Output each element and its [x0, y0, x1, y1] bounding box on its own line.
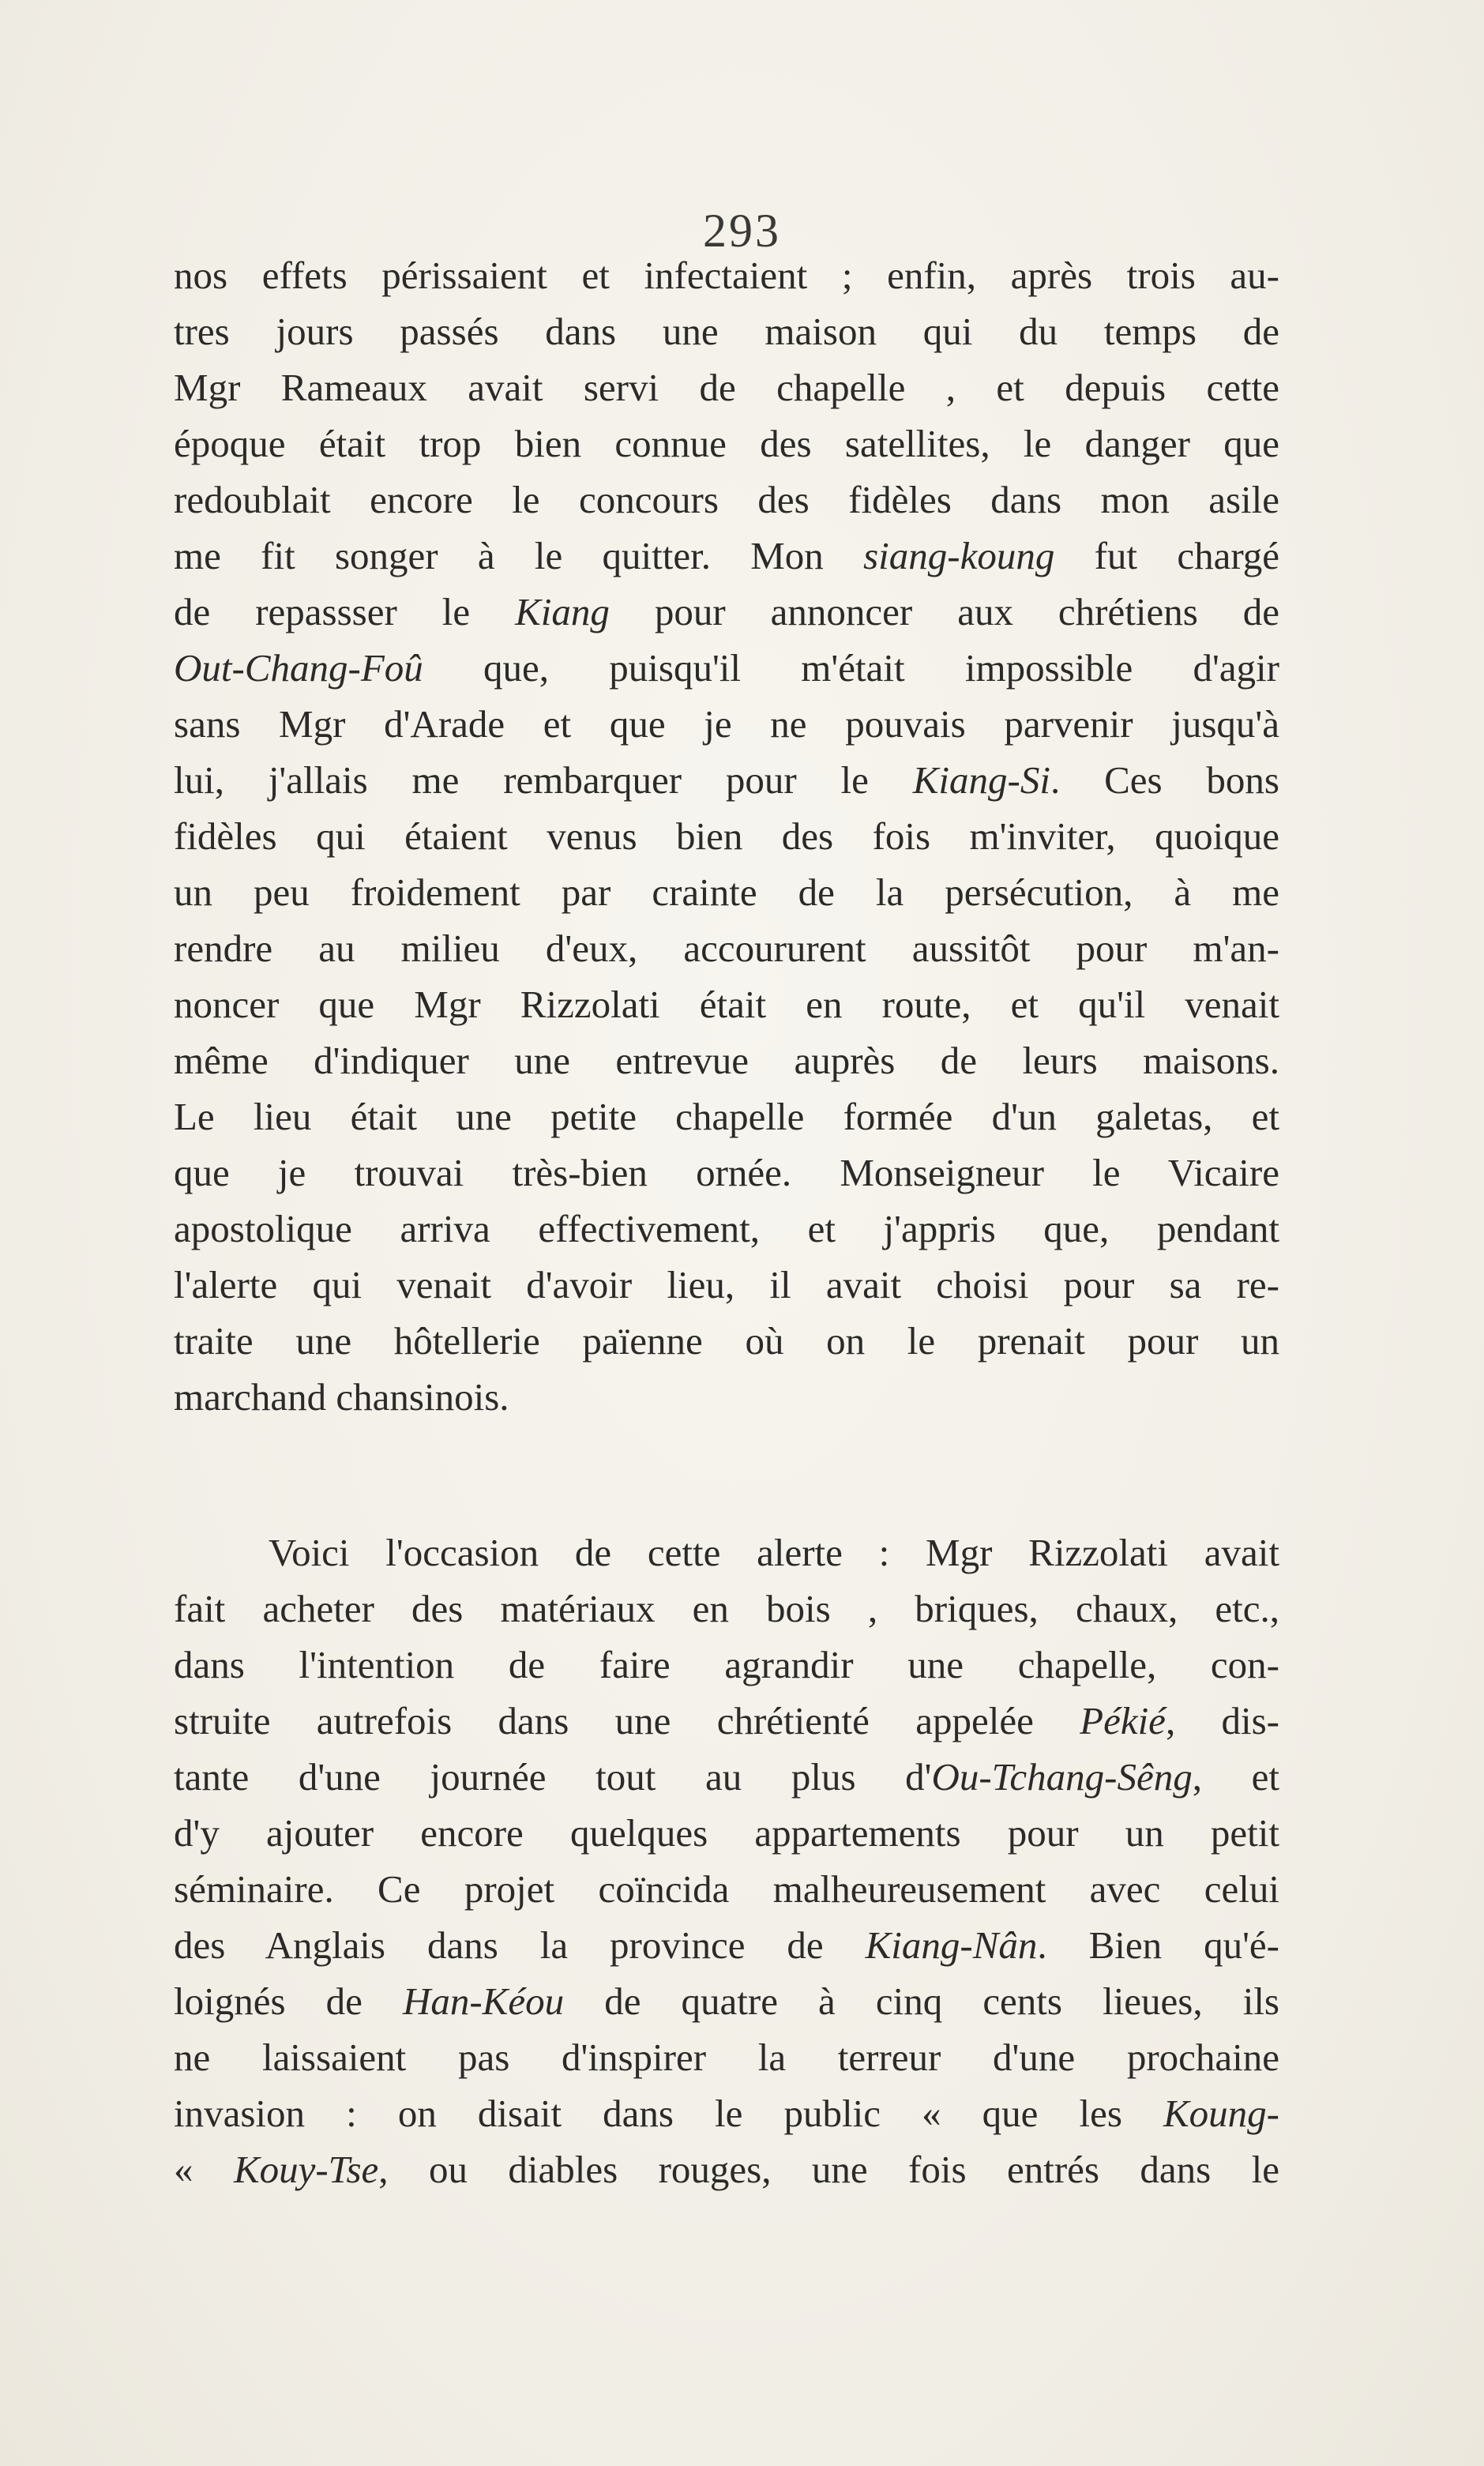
text-line: rendre au milieu d'eux, accoururent aussitôt pour m'an-: [174, 927, 1279, 970]
text-line: séminaire. Ce projet coïncida malheureusement avec celui: [174, 1867, 1279, 1911]
text-line: même d'indiquer une entrevue auprès de leurs maisons.: [174, 1039, 1279, 1082]
text-line: marchand chansinois.: [174, 1375, 509, 1419]
text-line: Le lieu était une petite chapelle formée d'un galetas, et: [174, 1095, 1279, 1138]
text-line: d'y ajouter encore quelques appartements pour un petit: [174, 1811, 1279, 1855]
text-line: lui, j'allais me rembarquer pour le Kiang-Si. Ces bons: [174, 758, 1279, 802]
text-line: l'alerte qui venait d'avoir lieu, il avait choisi pour sa re-: [174, 1263, 1279, 1306]
text-line: me fit songer à le quitter. Mon siang-koung fut chargé: [174, 534, 1279, 577]
text-line: fait acheter des matériaux en bois , briques, chaux, etc.,: [174, 1587, 1279, 1630]
text-line: des Anglais dans la province de Kiang-Nân. Bien qu'é-: [174, 1923, 1279, 1967]
text-line: invasion : on disait dans le public « que les Koung-: [174, 2092, 1279, 2135]
text-line: sans Mgr d'Arade et que je ne pouvais parvenir jusqu'à: [174, 702, 1279, 746]
text-line: traite une hôtellerie païenne où on le prenait pour un: [174, 1319, 1279, 1363]
text-line: époque était trop bien connue des satellites, le danger que: [174, 422, 1279, 465]
text-line: Mgr Rameaux avait servi de chapelle , et depuis cette: [174, 366, 1279, 409]
text-line: Out-Chang-Foû que, puisqu'il m'était impossible d'agir: [174, 646, 1279, 690]
text-line: ne laissaient pas d'inspirer la terreur d'une prochaine: [174, 2036, 1279, 2079]
text-line: Voici l'occasion de cette alerte : Mgr Rizzolati avait: [269, 1531, 1279, 1574]
text-line: que je trouvai très-bien ornée. Monseigneur le Vicaire: [174, 1151, 1279, 1194]
text-line: tres jours passés dans une maison qui du temps de: [174, 310, 1279, 353]
text-line: tante d'une journée tout au plus d'Ou-Tchang-Sêng, et: [174, 1755, 1279, 1799]
text-line: apostolique arriva effectivement, et j'appris que, pendant: [174, 1207, 1279, 1250]
text-line: nos effets périssaient et infectaient ; enfin, après trois au-: [174, 254, 1279, 297]
text-line: de repassser le Kiang pour annoncer aux chrétiens de: [174, 590, 1279, 633]
text-line: redoublait encore le concours des fidèles dans mon asile: [174, 478, 1279, 521]
page-number: 293: [703, 205, 781, 257]
paragraph-gap: [174, 1425, 1279, 1524]
text-line: noncer que Mgr Rizzolati était en route, et qu'il venait: [174, 983, 1279, 1026]
text-line: un peu froidement par crainte de la persécution, à me: [174, 870, 1279, 914]
text-line: loignés de Han-Kéou de quatre à cinq cents lieues, ils: [174, 1979, 1279, 2023]
text-line: struite autrefois dans une chrétienté appelée Pékié, dis-: [174, 1699, 1280, 1742]
text-line: dans l'intention de faire agrandir une chapelle, con-: [174, 1643, 1279, 1686]
body-text: [174, 247, 1279, 2197]
text-line: fidèles qui étaient venus bien des fois m'inviter, quoique: [174, 814, 1279, 858]
text-line: « Kouy-Tse, ou diables rouges, une fois entrés dans le: [174, 2148, 1280, 2191]
